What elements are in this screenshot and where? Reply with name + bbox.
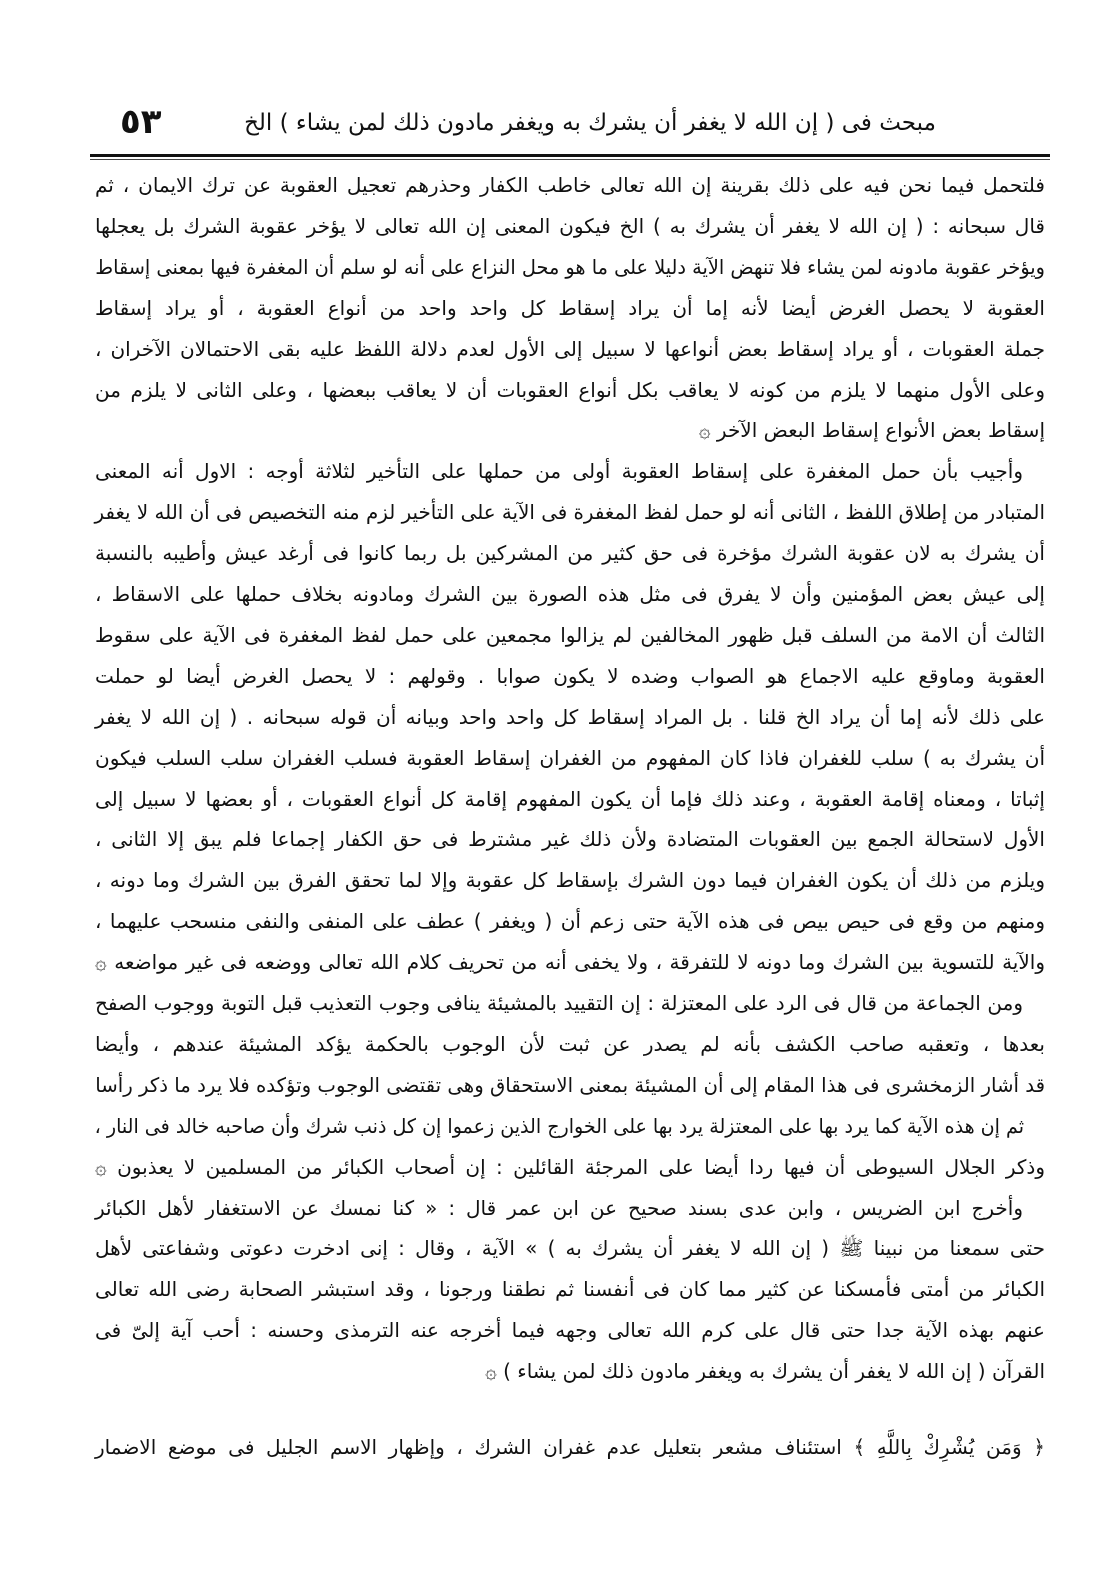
text-line: جملة العقوبات ، أو يراد إسقاط بعض أنواعها لا سبيل إلى الأول لعدم دلالة اللفظ عليه بقى الاحتمالان الآخران ، [95, 336, 1045, 361]
text-line: أن يشرك به ) سلب للغفران فاذا كان المفهوم من الغفران إسقاط العقوبة فسلب الغفران سلب السلب فيكون [95, 745, 1045, 770]
running-title: مبحث فى ( إن الله لا يغفر أن يشرك به ويغفر مادون ذلك لمن يشاء ) الخ [244, 110, 936, 136]
text-line: قد أشار الزمخشرى فى هذا المقام إلى أن المشيئة بمعنى الاستحقاق وهى تقتضى الوجوب وتؤكده فلا يرد ما ذكر رأسا [95, 1072, 1045, 1097]
text-line: على ذلك لأنه إما أن يراد الخ قلنا . بل المراد إسقاط كل واحد واحد وبيانه أن قوله سبحانه . ( إن الله لا يغفر [95, 704, 1045, 729]
text-line: إلى عيش بعض المؤمنين وأن لا يفرق فى مثل هذه الصورة بين الشرك ومادونه بخلاف حملها على الاسقاط ، [95, 582, 1045, 606]
text-line: وأجيب بأن حمل المغفرة على إسقاط العقوبة أولى من حملها على التأخير لثلاثة أوجه : الاول أنه المعنى [95, 459, 1023, 484]
text-line: قال سبحانه : ( إن الله لا يغفر أن يشرك به ) الخ فيكون المعنى إن الله تعالى لا يؤخر عقوبة الشرك بل يعجلها [95, 213, 1045, 238]
text-line: العقوبة لا يحصل الغرض أيضا لأنه إما أن يراد إسقاط كل واحد واحد من أنواع العقوبة ، أو يراد إسقاط [95, 295, 1045, 320]
text-line: المتبادر من إطلاق اللفظ ، الثانى أنه لو حمل لفظ المغفرة فى الآية على التأخير لزم منه التخصيص فى أن الله لا يغفر [94, 500, 1045, 525]
text-line: بعدها ، وتعقبه صاحب الكشف بأنه لم يصدر عن ثبت لأن الوجوب بالحكمة يؤكد المشيئة عندهم ، وأيضا [95, 1031, 1045, 1056]
page-header [90, 100, 1050, 150]
text-line: العقوبة وماوقع عليه الاجماع هو الصواب وضده لا يكون صوابا . وقولهم : لا يحصل الغرض أيضا لو حملت [95, 663, 1045, 688]
text-line: وعلى الأول منهما لا يلزم من كونه لا يعاقب بكل أنواع العقوبات أن لا يعاقب ببعضها ، وعلى الثانى لا يلزم من [95, 377, 1045, 402]
page-number: ٥٣ [120, 102, 162, 142]
text-line: ثم إن هذه الآية كما يرد بها على المعتزلة يرد بها على الخوارج الذين زعموا إن كل ذنب شرك وأن صاحبه خالد فى النار ، [94, 1113, 1025, 1138]
header-rule-thin [90, 159, 1050, 160]
text-line: أن يشرك به لان عقوبة الشرك مؤخرة فى حق كثير من المشركين بل ربما كانوا فى أرغد عيش وأطيبه بالنسبة [95, 541, 1045, 566]
text-line: الكبائر من أمتى فأمسكنا عن كثير مما كان فى أنفسنا ثم نطقنا ورجونا ، وقد استبشر الصحابة رضى الله تعالى [95, 1277, 1045, 1302]
text-line: القرآن ( إن الله لا يغفر أن يشرك به ويغفر مادون ذلك لمن يشاء ) ۞ [485, 1359, 1045, 1384]
text-line: ويؤخر عقوبة مادونه لمن يشاء فلا تنهض الآية دليلا على ما هو محل النزاع على أنه لو سلم أن المغفرة فيها بمعنى إسقاط [95, 254, 1045, 279]
text-line: وذكر الجلال السيوطى أن فيها ردا أيضا على المرجئة القائلين : إن أصحاب الكبائر من المسلمين لا يعذبون ۞ [95, 1154, 1045, 1179]
verse-commentary-line: ﴿ وَمَن يُشْرِكْ بِاللَّهِ ﴾ استئناف مشعر بتعليل عدم غفران الشرك ، وإظهار الاسم الجليل فى موضع الاضمار [95, 1435, 1045, 1459]
text-line: الأول لاستحالة الجمع بين العقوبات المتضادة ولأن ذلك غير مشترط فى حق الكفار إجماعا فلم يبق إلا الثانى ، [95, 827, 1045, 852]
text-line: إسقاط بعض الأنواع إسقاط البعض الآخر ۞ [698, 418, 1045, 443]
text-line: فلتحمل فيما نحن فيه على ذلك بقرينة إن الله تعالى خاطب الكفار وحذرهم تعجيل العقوبة عن ترك الايمان ، ثم [95, 173, 1045, 197]
text-line: عنهم بهذه الآية جدا حتى قال على كرم الله تعالى وجهه فيما أخرجه عنه الترمذى وحسنه : أحب آية إلىّ فى [95, 1318, 1045, 1343]
text-line: وأخرج ابن الضريس ، وابن عدى بسند صحيح عن ابن عمر قال : « كنا نمسك عن الاستغفار لأهل الكبائر [95, 1195, 1023, 1220]
header-rule [90, 154, 1050, 157]
text-line: حتى سمعنا من نبينا ﷺ ( إن الله لا يغفر أن يشرك به ) » الآية ، وقال : إنى ادخرت دعوتى وشفاعتى لأهل [95, 1236, 1045, 1261]
text-line: ومن الجماعة من قال فى الرد على المعتزلة : إن التقييد بالمشيئة ينافى وجوب التعذيب قبل التوبة ووجوب الصفح [95, 991, 1023, 1015]
text-line: الثالث أن الامة من السلف قبل ظهور المخالفين لم يزالوا مجمعين على حمل لفظ المغفرة فى الآية على سقوط [95, 622, 1045, 647]
text-line: والآية للتسوية بين الشرك وما دونه لا للتفرقة ، ولا يخفى أنه من تحريف كلام الله تعالى ووضعه فى غير مواضعه ۞ [95, 950, 1045, 975]
text-line: ويلزم من ذلك أن يكون الغفران فيما دون الشرك بإسقاط كل عقوبة وإلا لما تحقق الفرق بين الشرك وما دونه ، [95, 868, 1045, 893]
text-line: إثباتا ، ومعناه إقامة العقوبة ، وعند ذلك فإما أن يكون المفهوم إقامة كل أنواع العقوبات ، أو بعضها لا سبيل إلى [95, 786, 1045, 811]
text-line: ومنهم من وقع فى حيص بيص فى هذه الآية حتى زعم أن ( ويغفر ) عطف على المنفى والنفى منسحب عليهما ، [95, 909, 1045, 934]
